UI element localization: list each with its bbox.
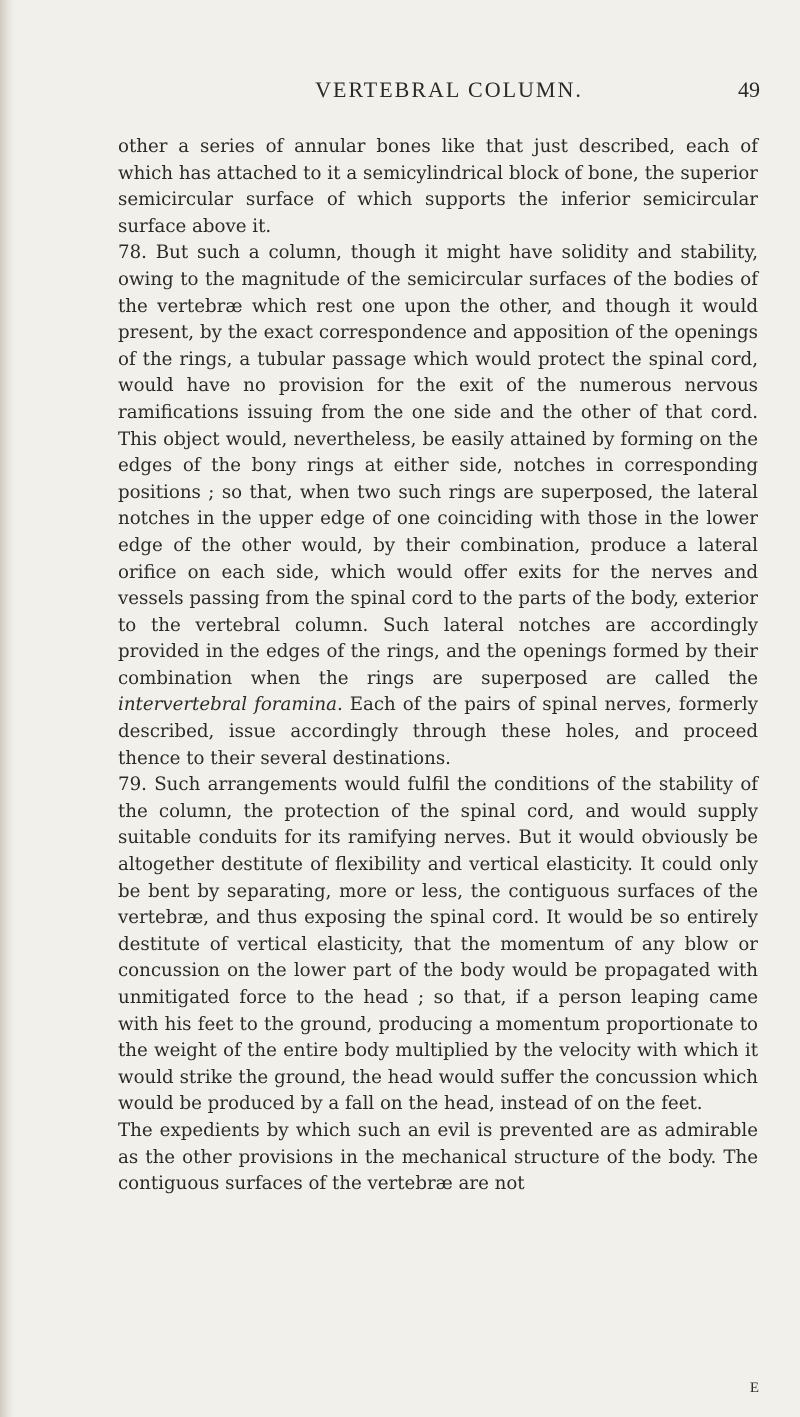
binding-edge xyxy=(0,0,14,1417)
paragraph-continuation: other a series of annular bones like that just described, each of which has attached to it a semicylindrical block of bone, the superior semicircular surface of which supports the inferior semicircular surface above it. xyxy=(118,136,758,237)
page-header xyxy=(100,70,760,110)
paragraph-79: 79. Such arrangements would fulfil the conditions of the stability of the column, the protection of the spinal cord, and would supply suitable conduits for its ramifying nerves. But it would obviously be altogether destitute of flexibility and vertical elasticity. It could only be bent by separating, more or less, the contiguous surfaces of the vertebræ, and thus exposing the spinal cord. It would be so entirely destitute of vertical elasticity, that the momentum of any blow or concussion on the lower part of the body would be propagated with unmitigated force to the head ; so that, if a person leaping came with his feet to the ground, producing a momentum proportionate to the weight of the entire body multiplied by the velocity with which it would strike the ground, the head would suffer the concussion which would be produced by a fall on the head, instead of on the feet. xyxy=(118,774,758,1115)
paragraph-78-text-end: Each of the pairs of spinal nerves, formerly described, issue accordingly through these holes, and proceed thence to their several destinations. xyxy=(118,694,758,769)
signature-mark: E xyxy=(749,1380,760,1396)
term-intervertebral-foramina: intervertebral foramina. xyxy=(118,694,343,716)
paragraph-expedients: The expedients by which such an evil is prevented are as admirable as the other provisions in the mechanical structure of the body. The contiguous surfaces of the vertebræ are not xyxy=(118,1119,758,1195)
running-title: VERTEBRAL COLUMN. xyxy=(315,77,583,102)
paragraph-78-text: 78. But such a column, though it might have solidity and stability, owing to the magnitude of the semicircular surfaces of the bodies of the vertebræ which rest one upon the other, and though it would present, by the exact correspondence and apposition of the openings of the rings, a tubular passage which would protect the spinal cord, would have no provision for the exit of the numerous nervous ramifications issuing from the one side and the other of that cord. This object would, nevertheless, be easily attained by forming on the edges of the bony rings at either side, notches in corresponding positions ; so that, when two such rings are superposed, the lateral notches in the upper edge of one coinciding with those in the lower edge of the other would, by their combination, produce a lateral orifice on each side, which would offer exits for the nerves and vessels passing from the spinal cord to the parts of the body, exterior to the vertebral column. Such lateral notches are accordingly provided in the edges of the rings, and the openings formed by their combination when the rings are superposed are called the xyxy=(118,242,758,689)
body-text xyxy=(118,134,758,1198)
page-number: 49 xyxy=(738,77,760,102)
paragraph-78 xyxy=(118,240,758,772)
